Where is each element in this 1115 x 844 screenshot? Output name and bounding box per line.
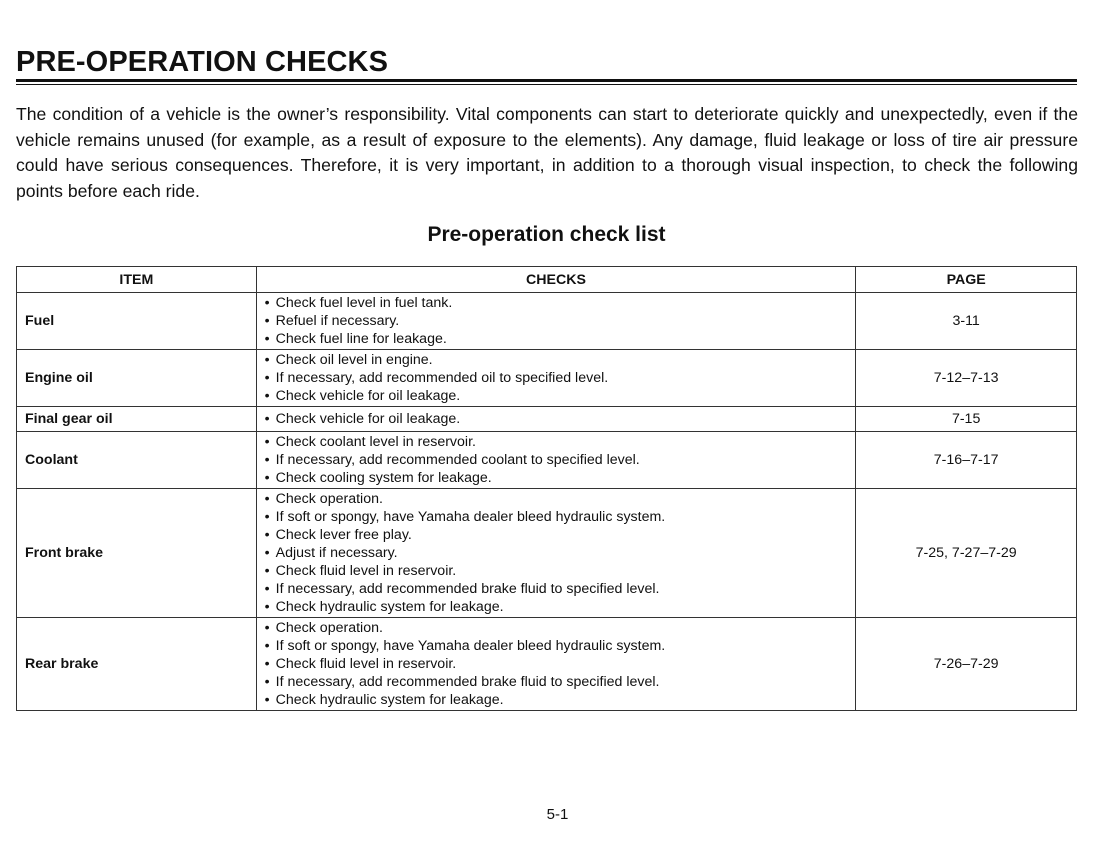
pre-operation-check-table <box>16 266 1077 711</box>
bullet-icon: • <box>264 620 270 636</box>
bullet-icon: • <box>264 411 270 427</box>
check-item <box>265 508 848 526</box>
intro-paragraph: The condition of a vehicle is the owner’s responsibility. Vital components can start to deteriorate quickly and unexpectedly, even if the vehicle remains unused (for example, as a result of exposure to the elements). Any damage, fluid leakage or loss of tire air pressure could have serious consequences. Therefore, it is very important, in addition to a thorough visual inspection, to check the following points before each ride. <box>16 104 1078 201</box>
checks-cell <box>256 407 856 432</box>
bullet-icon: • <box>264 527 270 543</box>
checks-cell <box>256 432 856 489</box>
checks-cell <box>256 293 856 350</box>
column-header-page: PAGE <box>856 267 1077 293</box>
page-reference-cell: 7-26–7-29 <box>856 618 1077 711</box>
check-item <box>265 369 848 387</box>
page-reference-cell: 7-12–7-13 <box>856 350 1077 407</box>
title-underline-thin <box>16 84 1077 85</box>
bullet-icon: • <box>264 434 270 450</box>
bullet-icon: • <box>264 638 270 654</box>
check-text: Refuel if necessary. <box>275 313 400 329</box>
check-item <box>265 637 848 655</box>
check-item <box>265 433 848 451</box>
check-item <box>265 619 848 637</box>
check-text: Check oil level in engine. <box>275 352 433 368</box>
bullet-icon: • <box>264 313 270 329</box>
check-item <box>265 562 848 580</box>
bullet-icon: • <box>264 352 270 368</box>
table-row <box>17 489 1077 618</box>
check-item <box>265 526 848 544</box>
page-reference-cell: 7-15 <box>856 407 1077 432</box>
check-item <box>265 544 848 562</box>
bullet-icon: • <box>264 599 270 615</box>
bullet-icon: • <box>264 388 270 404</box>
item-cell: Final gear oil <box>17 407 257 432</box>
check-text: Check hydraulic system for leakage. <box>275 599 504 615</box>
check-text: Check fuel level in fuel tank. <box>275 295 453 311</box>
check-text: Check hydraulic system for leakage. <box>275 692 504 708</box>
check-item <box>265 655 848 673</box>
table-row <box>17 407 1077 432</box>
page-reference-cell: 7-16–7-17 <box>856 432 1077 489</box>
column-header-checks: CHECKS <box>256 267 856 293</box>
table-row <box>17 432 1077 489</box>
check-text: Check vehicle for oil leakage. <box>275 388 461 404</box>
check-item <box>265 351 848 369</box>
check-text: If soft or spongy, have Yamaha dealer bleed hydraulic system. <box>275 509 666 525</box>
check-item <box>265 490 848 508</box>
check-text: Check cooling system for leakage. <box>275 470 492 486</box>
check-text: Check coolant level in reservoir. <box>275 434 476 450</box>
check-item <box>265 469 848 487</box>
bullet-icon: • <box>264 674 270 690</box>
check-text: Adjust if necessary. <box>275 545 398 561</box>
bullet-icon: • <box>264 491 270 507</box>
check-text: Check operation. <box>275 491 383 507</box>
check-text: Check lever free play. <box>275 527 412 543</box>
bullet-icon: • <box>264 452 270 468</box>
page-number: 5-1 <box>546 806 569 823</box>
bullet-icon: • <box>264 509 270 525</box>
item-cell: Front brake <box>17 489 257 618</box>
check-item <box>265 598 848 616</box>
check-text: If soft or spongy, have Yamaha dealer bleed hydraulic system. <box>275 638 666 654</box>
column-header-item: ITEM <box>17 267 257 293</box>
table-row <box>17 618 1077 711</box>
table-header-row <box>17 267 1077 293</box>
check-text: If necessary, add recommended oil to specified level. <box>275 370 609 386</box>
checks-cell <box>256 489 856 618</box>
check-text: If necessary, add recommended brake fluid to specified level. <box>275 674 660 690</box>
item-cell: Coolant <box>17 432 257 489</box>
bullet-icon: • <box>264 581 270 597</box>
item-cell: Engine oil <box>17 350 257 407</box>
bullet-icon: • <box>264 563 270 579</box>
table-title: Pre-operation check list <box>427 223 666 246</box>
checks-cell <box>256 618 856 711</box>
check-text: If necessary, add recommended brake fluid to specified level. <box>275 581 660 597</box>
page-title: PRE-OPERATION CHECKS <box>16 46 389 78</box>
check-text: If necessary, add recommended coolant to specified level. <box>275 452 640 468</box>
bullet-icon: • <box>264 470 270 486</box>
check-text: Check fluid level in reservoir. <box>275 656 457 672</box>
bullet-icon: • <box>264 692 270 708</box>
check-text: Check operation. <box>275 620 383 636</box>
check-item <box>265 330 848 348</box>
item-cell: Rear brake <box>17 618 257 711</box>
check-item <box>265 691 848 709</box>
check-text: Check vehicle for oil leakage. <box>275 411 461 427</box>
check-item <box>265 408 848 430</box>
check-item <box>265 312 848 330</box>
checks-cell <box>256 350 856 407</box>
check-item <box>265 673 848 691</box>
page-reference-cell: 3-11 <box>856 293 1077 350</box>
table-row <box>17 293 1077 350</box>
check-item <box>265 387 848 405</box>
bullet-icon: • <box>264 331 270 347</box>
check-item <box>265 580 848 598</box>
check-item <box>265 451 848 469</box>
item-cell: Fuel <box>17 293 257 350</box>
check-text: Check fuel line for leakage. <box>275 331 447 347</box>
bullet-icon: • <box>264 545 270 561</box>
check-text: Check fluid level in reservoir. <box>275 563 457 579</box>
title-underline-thick <box>16 79 1077 82</box>
bullet-icon: • <box>264 370 270 386</box>
page-reference-cell: 7-25, 7-27–7-29 <box>856 489 1077 618</box>
bullet-icon: • <box>264 656 270 672</box>
table-row <box>17 350 1077 407</box>
bullet-icon: • <box>264 295 270 311</box>
check-item <box>265 294 848 312</box>
